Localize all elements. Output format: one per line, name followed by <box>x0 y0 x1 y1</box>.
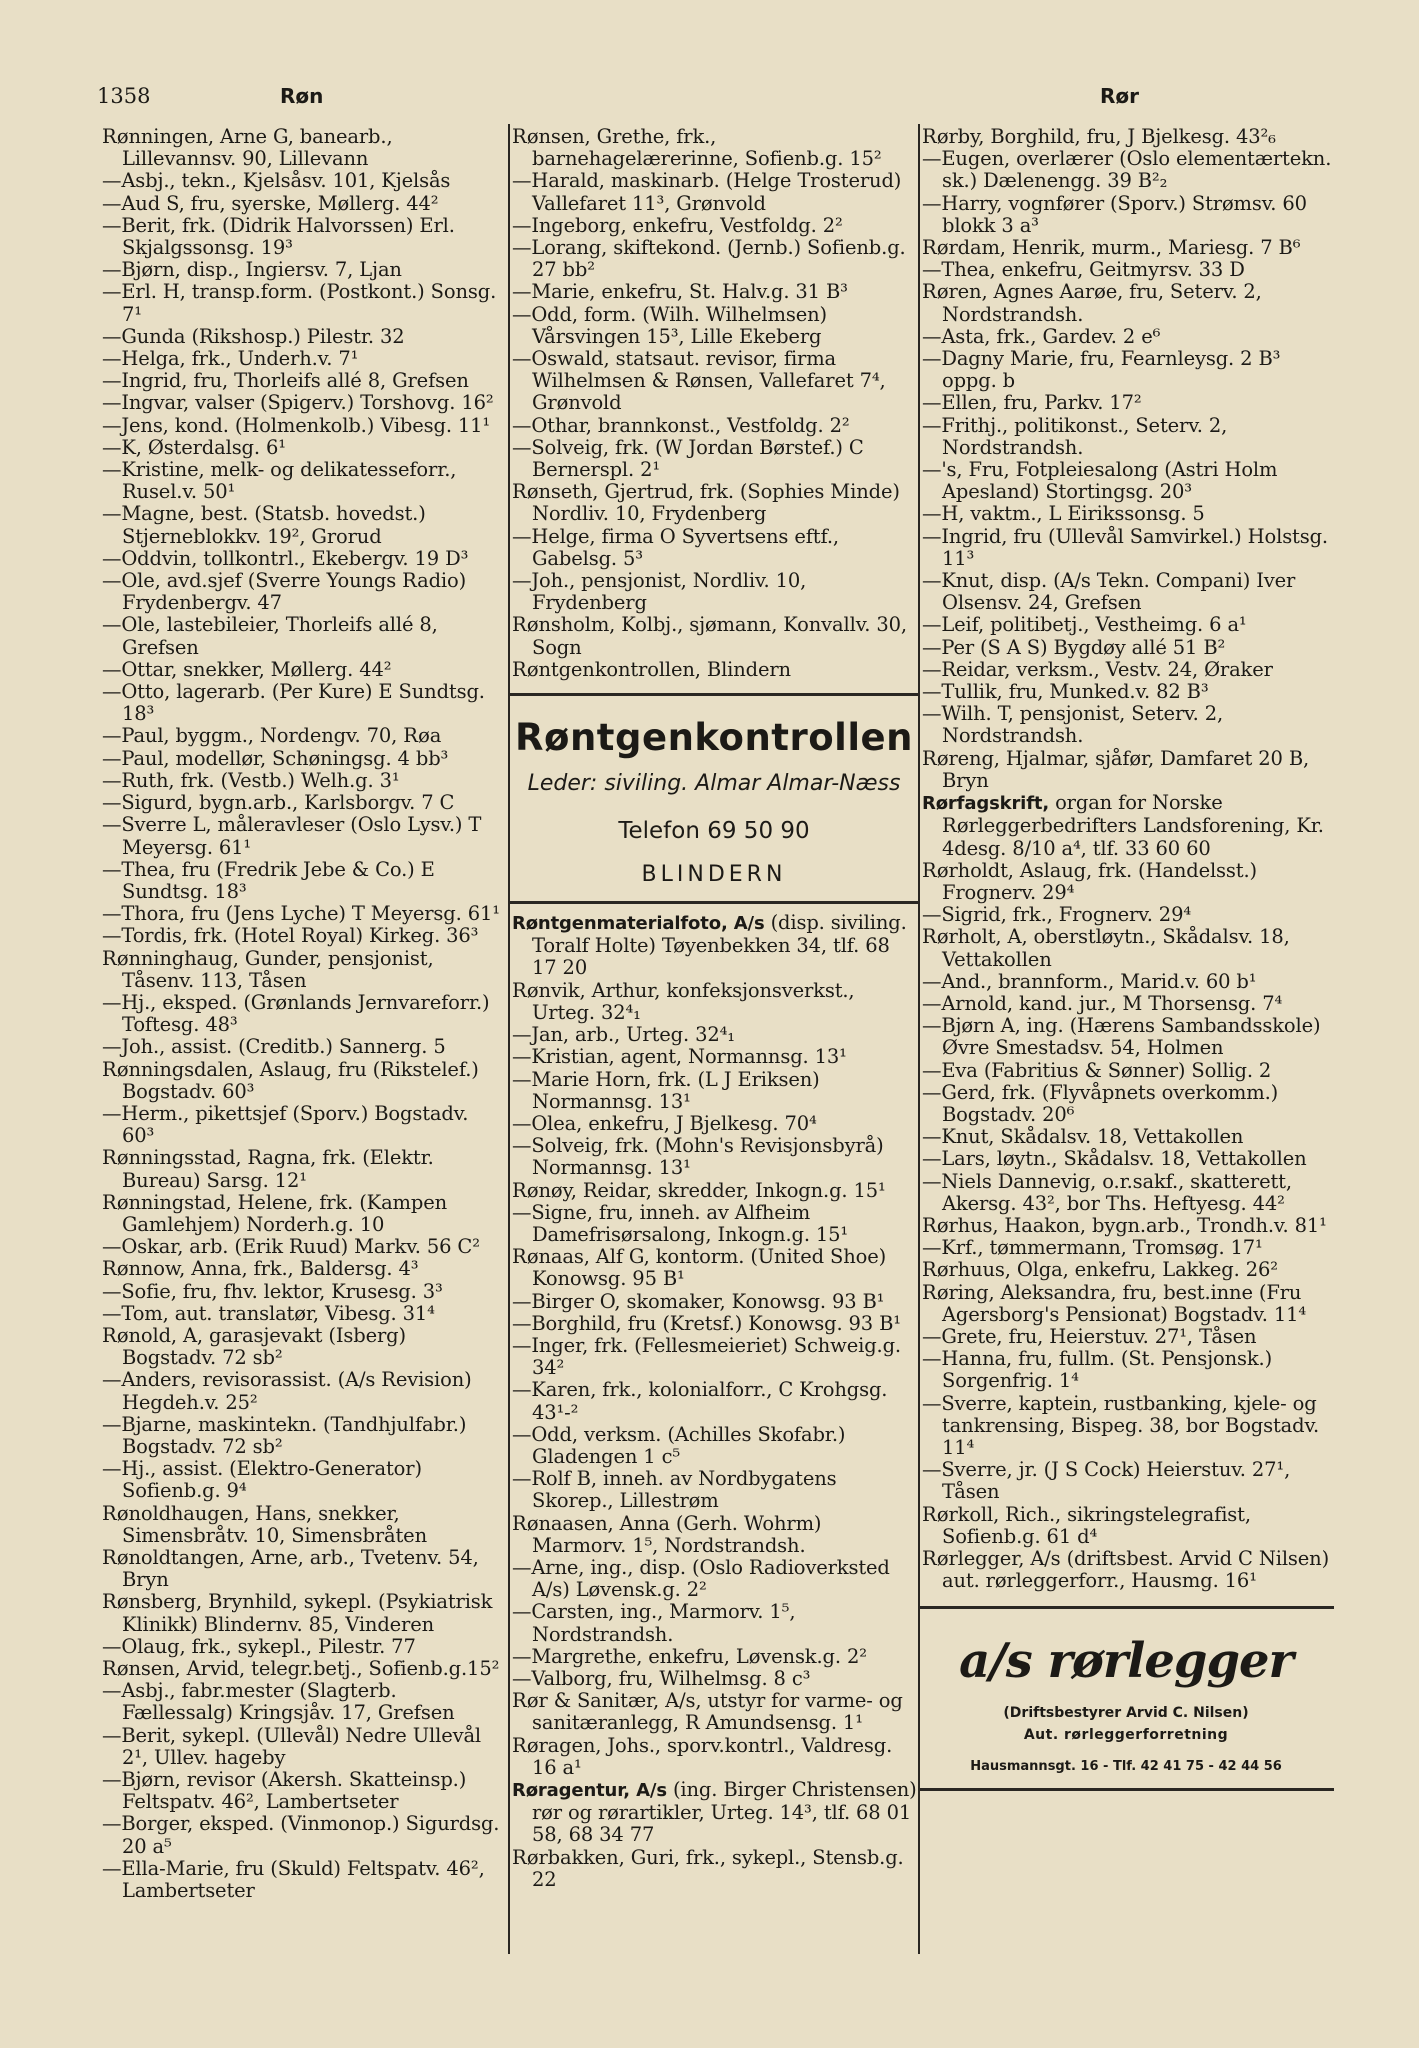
directory-entry: —Knut, disp. (A/s Tekn. Compani) Iver Olsensv. 24, Grefsen <box>922 569 1296 615</box>
directory-entry: —Marie Horn, frk. (L J Eriksen) Normannsg. 13¹ <box>512 1067 820 1113</box>
column-1 <box>102 126 506 1902</box>
directory-entry: —Karen, frk., kolonialforr., C Krohgsg. 43¹-² <box>512 1378 888 1424</box>
directory-entry: —Leif, politibetj., Vestheimg. 6 a¹ <box>922 613 1247 637</box>
directory-entry: —Anders, revisorassist. (A/s Revision) Hegdeh.v. 25² <box>102 1368 472 1414</box>
directory-entry: —Arne, ing., disp. (Oslo Radioverksted A/s) Løvensk.g. 2² <box>512 1555 890 1602</box>
rorlegger-logo: a/s rørlegger <box>959 1633 1293 1690</box>
directory-entry: Rønoldtangen, Arne, arb., Tvetenv. 54, Bryn <box>102 1546 479 1592</box>
directory-entry: Rørhus, Haakon, bygn.arb., Trondh.v. 81¹ <box>922 1213 1327 1237</box>
directory-entry: —Hj., assist. (Elektro-Generator) Sofienb.g. 9⁴ <box>102 1457 422 1503</box>
rontgenkontrollen-ad <box>508 693 920 904</box>
directory-entry: —Ole, avd.sjef (Sverre Youngs Radio) Frydenbergv. 47 <box>102 569 467 615</box>
directory-entry: —Niels Dannevig, o.r.sakf., skatterett, Akersg. 43², bor Ths. Heftyesg. 44² <box>922 1169 1292 1215</box>
column-2 <box>512 126 920 1891</box>
directory-entry: —Grete, fru, Heierstuv. 27¹, Tåsen <box>922 1324 1257 1348</box>
directory-entry: —Oswald, statsaut. revisor, firma Wilhelmsen & Rønsen, Vallefaret 7⁴, Grønvold <box>512 347 886 415</box>
directory-entry: —Odd, verksm. (Achilles Skofabr.) Gladengen 1 c⁵ <box>512 1422 846 1468</box>
directory-entry: —Asbj., tekn., Kjelsåsv. 101, Kjelsås <box>102 169 451 193</box>
directory-entry: —Solveig, frk. (W Jordan Børstef.) C Bernerspl. 2¹ <box>512 435 864 482</box>
directory-entry: —Lorang, skiftekond. (Jernb.) Sofienb.g. 27 bb² <box>512 236 906 282</box>
directory-entry: —Bjørn, revisor (Akersh. Skatteinsp.) Feltspatv. 46², Lambertseter <box>102 1768 467 1814</box>
directory-entry: Røreng, Hjalmar, sjåfør, Damfaret 20 B, Bryn <box>922 746 1310 792</box>
directory-entry <box>512 912 920 980</box>
directory-entry: —Rolf B, inneh. av Nordbygatens Skorep., Lillestrøm <box>512 1467 837 1513</box>
directory-entry: —Sverre L, måleravleser (Oslo Lysv.) T Meyersg. 61¹ <box>102 813 482 859</box>
entry-bold-name: Røragentur, A/s <box>512 1780 667 1801</box>
directory-entry: —Reidar, verksm., Vestv. 24, Øraker <box>922 657 1273 681</box>
directory-entry: Rørholdt, Aslaug, frk. (Handelsst.) Frognerv. 29⁴ <box>922 858 1257 904</box>
directory-entry: —Dagny Marie, fru, Fearnleysg. 2 B³ oppg. b <box>922 347 1281 393</box>
directory-entry: —Eva (Fabritius & Sønner) Sollig. 2 <box>922 1058 1272 1082</box>
directory-entry: —Solveig, frk. (Mohn's Revisjonsbyrå) Normannsg. 13¹ <box>512 1134 884 1180</box>
ad-phone: Telefon 69 50 90 <box>618 818 810 845</box>
directory-entry: —Asbj., fabr.mester (Slagterb. Fællessalg) Kringsjåv. 17, Grefsen <box>102 1679 455 1725</box>
directory-entry: —Gunda (Rikshosp.) Pilestr. 32 <box>102 324 405 348</box>
entry-bold-name: Rørfagskrift, <box>922 793 1050 815</box>
directory-entry: Rønningstad, Helene, frk. (Kampen Gamlehjem) Norderh.g. 10 <box>102 1190 448 1236</box>
column-2-bottom-entries <box>512 980 920 1779</box>
directory-entry: Rønninghaug, Gunder, pensjonist, Tåsenv. 113, Tåsen <box>102 946 434 992</box>
directory-entry: —And., brannform., Marid.v. 60 b¹ <box>922 969 1257 993</box>
directory-entry: —Thora, fru (Jens Lyche) T Meyersg. 61¹ <box>102 902 500 926</box>
directory-entry: Rønsholm, Kolbj., sjømann, Konvallv. 30, Sogn <box>512 613 907 659</box>
directory-entry: —Harry, vognfører (Sporv.) Strømsv. 60 blokk 3 a³ <box>922 191 1307 237</box>
directory-entry: Rønningsdalen, Aslaug, fru (Rikstelef.) Bogstadv. 60³ <box>102 1057 479 1103</box>
directory-entry: —Per (S A S) Bygdøy allé 51 B² <box>922 635 1226 659</box>
ad-title: Røntgenkontrollen <box>515 716 913 760</box>
directory-entry <box>512 1847 920 1891</box>
directory-entry: —Ingeborg, enkefru, Vestfoldg. 2² <box>512 213 843 237</box>
directory-entry: —Kristian, agent, Normannsg. 13¹ <box>512 1045 847 1069</box>
directory-entry: —H, vaktm., L Eirikssonsg. 5 <box>922 502 1205 526</box>
entry-text: Rørbakken, Guri, frk., sykepl., Stensb.g. 22 <box>512 1845 904 1891</box>
page-number: 1358 <box>97 84 151 108</box>
directory-entry: —Thea, fru (Fredrik Jebe & Co.) E Sundtsg. 18³ <box>102 857 435 903</box>
directory-entry: —Herm., pikettsjef (Sporv.) Bogstadv. 60³ <box>102 1101 469 1148</box>
directory-entry: —Magne, best. (Statsb. hovedst.) Stjerneblokkv. 19², Grorud <box>102 502 426 548</box>
directory-entry: —Ingrid, fru, Thorleifs allé 8, Grefsen <box>102 369 469 393</box>
directory-entry: —Birger O, skomaker, Konowsg. 93 B¹ <box>512 1289 885 1313</box>
directory-entry: —Borghild, fru (Kretsf.) Konowsg. 93 B¹ <box>512 1311 901 1335</box>
directory-entry: —Joh., pensjonist, Nordliv. 10, Frydenberg <box>512 569 807 615</box>
directory-entry: —Hanna, fru, fullm. (St. Pensjonsk.) Sorgenfrig. 1⁴ <box>922 1347 1273 1393</box>
directory-entry: —Odd, form. (Wilh. Wilhelmsen) Vårsvingen 15³, Lille Ekeberg <box>512 302 827 348</box>
directory-entry: —Marie, enkefru, St. Halv.g. 31 B³ <box>512 280 848 304</box>
directory-entry: —Tullik, fru, Munked.v. 82 B³ <box>922 680 1209 704</box>
entry-text: (disp. siviling. Toralf Holte) Tøyenbekken 34, tlf. 68 17 20 <box>532 911 907 980</box>
directory-entry: —Sofie, fru, fhv. lektor, Krusesg. 3³ <box>102 1279 443 1303</box>
directory-entry: —Aud S, fru, syerske, Møllerg. 44² <box>102 191 439 215</box>
directory-entry: Rørhuus, Olga, enkefru, Lakkeg. 26² <box>922 1258 1278 1282</box>
directory-entry: —Ella-Marie, fru (Skuld) Feltspatv. 46², Lambertseter <box>102 1856 485 1903</box>
directory-entry: —Erl. H, transp.form. (Postkont.) Sonsg. 7¹ <box>102 280 497 326</box>
directory-entry: Rønaasen, Anna (Gerh. Wohrm) Marmorv. 1⁵, Nordstrandsh. <box>512 1511 822 1557</box>
directory-entry: —Jan, arb., Urteg. 32⁴₁ <box>512 1023 735 1047</box>
directory-entry: —Othar, brannkonst., Vestfoldg. 2² <box>512 413 850 437</box>
directory-entry <box>922 792 1334 860</box>
directory-entry: —Sigurd, bygn.arb., Karlsborgv. 7 C <box>102 791 455 815</box>
rorlegger-ad <box>918 1606 1334 1791</box>
directory-entry: —Signe, fru, inneh. av Alfheim Damefrisørsalong, Inkogn.g. 15¹ <box>512 1200 849 1246</box>
directory-entry: —Sigrid, frk., Frognerv. 29⁴ <box>922 903 1191 927</box>
directory-entry: —Tordis, frk. (Hotel Royal) Kirkeg. 36³ <box>102 924 479 948</box>
directory-entry: Rørholt, A, oberstløytn., Skådalsv. 18, Vettakollen <box>922 925 1290 971</box>
directory-entry: Rønningsstad, Ragna, frk. (Elektr. Bureau) Sarsg. 12¹ <box>102 1146 434 1192</box>
directory-entry: —Berit, sykepl. (Ullevål) Nedre Ullevål 2¹, Ullev. hageby <box>102 1723 482 1769</box>
entry-text: (ing. Birger Christensen) rør og rørartikler, Urteg. 14³, tlf. 68 01 58, 68 34 77 <box>532 1778 917 1847</box>
directory-entry: —Lars, løytn., Skådalsv. 18, Vettakollen <box>922 1147 1307 1171</box>
directory-entry: —Paul, modellør, Schøningsg. 4 bb³ <box>102 746 449 770</box>
directory-entry: —Ole, lastebileier, Thorleifs allé 8, Grefsen <box>102 613 438 659</box>
directory-entry: —Kristine, melk- og delikatesseforr., Rusel.v. 50¹ <box>102 458 457 504</box>
column-divider-1 <box>508 124 510 1954</box>
directory-entry: —Ruth, frk. (Vestb.) Welh.g. 3¹ <box>102 768 400 792</box>
directory-entry: —Ottar, snekker, Møllerg. 44² <box>102 657 392 681</box>
directory-entry: —Bjørn, disp., Ingiersv. 7, Ljan <box>102 258 402 282</box>
directory-entry: —Carsten, ing., Marmorv. 1⁵, Nordstrandsh. <box>512 1600 796 1646</box>
directory-entry: —Asta, frk., Gardev. 2 e⁶ <box>922 324 1161 348</box>
directory-entry: —Sverre, kaptein, rustbanking, kjele- og tankrensing, Bispeg. 38, bor Bogstadv. 11⁴ <box>922 1391 1320 1459</box>
ad-business-line: Aut. rørleggerforretning <box>1023 1727 1229 1744</box>
directory-entry: Rønseth, Gjertrud, frk. (Sophies Minde) Nordliv. 10, Frydenberg <box>512 480 900 526</box>
directory-entry: —Gerd, frk. (Flyvåpnets overkomm.) Bogstadv. 20⁶ <box>922 1080 1279 1126</box>
ad-manager-line: (Driftsbestyrer Arvid C. Nilsen) <box>1003 1705 1249 1722</box>
directory-entry: Rørby, Borghild, fru, J Bjelkesg. 43²₆ <box>922 125 1276 148</box>
directory-entry: —Margrethe, enkefru, Løvensk.g. 2² <box>512 1644 867 1668</box>
ad-leader: Leder: siviling. Almar Almar-Næss <box>527 771 901 797</box>
entry-bold-name: Røntgenmaterialfoto, A/s <box>512 913 765 935</box>
directory-entry: Rønaas, Alf G, kontorm. (United Shoe) Konowsg. 95 B¹ <box>512 1245 887 1291</box>
directory-entry: —Inger, frk. (Fellesmeieriet) Schweig.g. 34² <box>512 1333 901 1380</box>
directory-entry: Rørlegger, A/s (driftsbest. Arvid C Nilsen) aut. rørleggerforr., Hausmg. 16¹ <box>922 1547 1330 1593</box>
running-head-right: Rør <box>1100 84 1140 108</box>
ad-address-line: Hausmannsgt. 16 - Tlf. 42 41 75 - 42 44 56 <box>970 1759 1282 1775</box>
directory-entry: Rønnow, Anna, frk., Baldersg. 4³ <box>102 1257 419 1281</box>
entry-text: organ for Norske Rørleggerbedrifters Landsforening, Kr. 4desg. 8/10 a⁴, tlf. 33 60 60 <box>942 791 1324 860</box>
ad-place: BLINDERN <box>641 862 787 888</box>
directory-entry: —Oskar, arb. (Erik Ruud) Markv. 56 C² <box>102 1235 480 1259</box>
directory-entry: —Borger, eksped. (Vinmonop.) Sigurdsg. 20 a⁵ <box>102 1812 500 1858</box>
directory-entry: —Olaug, frk., sykepl., Pilestr. 77 <box>102 1634 416 1658</box>
directory-entry: —Wilh. T, pensjonist, Seterv. 2, Nordstrandsh. <box>922 702 1224 748</box>
directory-entry: —Ellen, fru, Parkv. 17² <box>922 391 1142 415</box>
column-3-entries-a <box>922 126 1334 792</box>
directory-entry: Rønvik, Arthur, konfeksjonsverkst., Urteg. 32⁴₁ <box>512 978 855 1024</box>
directory-entry: Røren, Agnes Aarøe, fru, Seterv. 2, Nordstrandsh. <box>922 280 1262 326</box>
directory-entry: Rørkoll, Rich., sikringstelegrafist, Sofienb.g. 61 d⁴ <box>922 1502 1251 1548</box>
directory-entry: Rørdam, Henrik, murm., Mariesg. 7 B⁶ <box>922 236 1301 260</box>
directory-entry: Røragen, Johs., sporv.kontrl., Valdresg. 16 a¹ <box>512 1733 893 1779</box>
directory-entry: Rør & Sanitær, A/s, utstyr for varme- og sanitæranlegg, R Amundsensg. 1¹ <box>512 1689 903 1735</box>
column-3-entries-b <box>922 860 1334 1593</box>
directory-entry: Rønøy, Reidar, skredder, Inkogn.g. 15¹ <box>512 1178 886 1202</box>
directory-entry: —Eugen, overlærer (Oslo elementærtekn. sk.) Dælenengg. 39 B²₂ <box>922 147 1332 193</box>
directory-entry: —Knut, Skådalsv. 18, Vettakollen <box>922 1125 1244 1149</box>
directory-entry: —Paul, byggm., Nordengv. 70, Røa <box>102 724 442 748</box>
directory-entry: —Tom, aut. translatør, Vibesg. 31⁴ <box>102 1301 435 1325</box>
directory-entry: Rønoldhaugen, Hans, snekker, Simensbråtv. 10, Simensbråten <box>102 1501 427 1547</box>
directory-entry: Røring, Aleksandra, fru, best.inne (Fru Agersborg's Pensionat) Bogstadv. 11⁴ <box>922 1280 1307 1326</box>
directory-entry: —K, Østerdalsg. 6¹ <box>102 435 286 459</box>
directory-entry: —Ingrid, fru (Ullevål Samvirkel.) Holstsg. 11³ <box>922 524 1328 570</box>
directory-entry: Rønold, A, garasjevakt (Isberg) Bogstadv. 72 sb² <box>102 1323 406 1370</box>
directory-entry: Rønsen, Grethe, frk., barnehagelærerinne, Sofienb.g. 15² <box>512 125 882 171</box>
directory-entry: —Frithj., politikonst., Seterv. 2, Nordstrandsh. <box>922 413 1228 459</box>
directory-entry: —'s, Fru, Fotpleiesalong (Astri Holm Apesland) Stortingsg. 20³ <box>922 458 1278 504</box>
directory-entry: —Bjørn A, ing. (Hærens Sambandsskole) Øvre Smestadsv. 54, Holmen <box>922 1014 1321 1060</box>
directory-entry: —Helga, frk., Underh.v. 7¹ <box>102 347 359 371</box>
directory-entry: —Jens, kond. (Holmenkolb.) Vibesg. 11¹ <box>102 413 491 437</box>
directory-entry: —Hj., eksped. (Grønlands Jernvareforr.) Toftesg. 48³ <box>102 990 490 1037</box>
running-head-left: Røn <box>280 84 324 108</box>
directory-entry: —Krf., tømmermann, Tromsøg. 17¹ <box>922 1236 1263 1260</box>
directory-entry <box>512 1779 920 1847</box>
directory-entry: —Olea, enkefru, J Bjelkesg. 70⁴ <box>512 1111 817 1135</box>
column-2-top-entries <box>512 126 920 681</box>
directory-entry: —Joh., assist. (Creditb.) Sannerg. 5 <box>102 1035 446 1059</box>
directory-entry: —Valborg, fru, Wilhelmsg. 8 c³ <box>512 1666 811 1690</box>
directory-entry: —Arnold, kand. jur., M Thorsensg. 7⁴ <box>922 991 1283 1015</box>
directory-entry: Rønningen, Arne G, banearb., Lillevannsv. 90, Lillevann <box>102 125 393 171</box>
directory-entry: Rønsen, Arvid, telegr.betj., Sofienb.g.15² <box>102 1657 500 1681</box>
directory-entry: —Bjarne, maskintekn. (Tandhjulfabr.) Bogstadv. 72 sb² <box>102 1412 467 1458</box>
directory-entry: Rønsberg, Brynhild, sykepl. (Psykiatrisk Klinikk) Blindernv. 85, Vinderen <box>102 1590 493 1636</box>
directory-entry: —Harald, maskinarb. (Helge Trosterud) Vallefaret 11³, Grønvold <box>512 169 902 215</box>
column-3 <box>922 126 1334 1791</box>
directory-entry: —Thea, enkefru, Geitmyrsv. 33 D <box>922 258 1245 282</box>
directory-entry: Røntgenkontrollen, Blindern <box>512 657 791 681</box>
directory-entry: —Sverre, jr. (J S Cock) Heierstuv. 27¹, Tåsen <box>922 1458 1291 1504</box>
directory-entry: —Helge, firma O Syvertsens eftf., Gabelsg. 5³ <box>512 524 839 570</box>
directory-entry: —Ingvar, valser (Spigerv.) Torshovg. 16² <box>102 391 494 415</box>
directory-entry: —Oddvin, tollkontrl., Ekebergv. 19 D³ <box>102 546 469 570</box>
directory-entry: —Berit, frk. (Didrik Halvorssen) Erl. Skjalgssonsg. 19³ <box>102 213 455 260</box>
directory-entry: —Otto, lagerarb. (Per Kure) E Sundtsg. 18³ <box>102 680 485 726</box>
